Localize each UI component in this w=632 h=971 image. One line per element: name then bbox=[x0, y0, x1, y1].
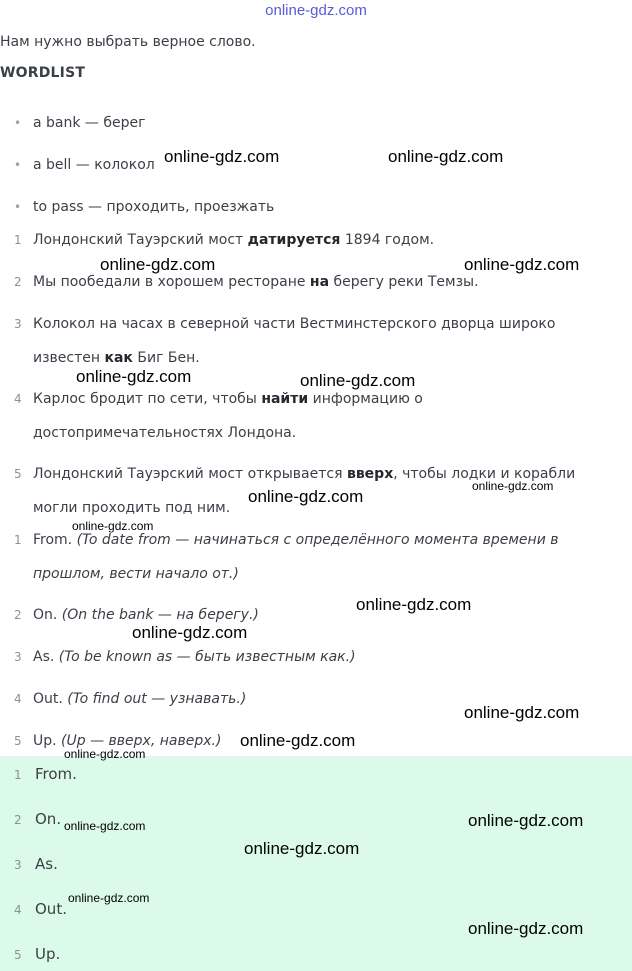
watermark: online-gdz.com bbox=[244, 839, 360, 858]
watermark: online-gdz.com bbox=[100, 255, 216, 274]
explanation-item: 4 Out. (To find out — узнавать.) bbox=[14, 691, 247, 707]
sentence-item: 5 Лондонский Тауэрский мост открывается вверх, чтобы лодки и корабли могли проходить под ним. bbox=[14, 466, 576, 516]
wordlist-item: • to pass — проходить, проезжать bbox=[14, 199, 275, 215]
watermark: online-gdz.com bbox=[76, 367, 192, 386]
watermark: online-gdz.com bbox=[64, 747, 146, 761]
watermark: online-gdz.com bbox=[468, 811, 584, 830]
watermark: online-gdz.com bbox=[68, 891, 150, 905]
watermark: online-gdz.com bbox=[64, 819, 146, 833]
watermark: online-gdz.com bbox=[464, 703, 580, 722]
answer-item: 5 Up. bbox=[14, 945, 61, 963]
answer-item: 2 On. bbox=[14, 810, 62, 828]
answer-item: 3 As. bbox=[14, 855, 58, 873]
explanation-item: 2 On. (On the bank — на берегу.) bbox=[14, 607, 259, 623]
explanation-item: 5 Up. (Up — вверх, наверх.) bbox=[14, 733, 222, 749]
explanation-item: 1 From. (To date from — начинаться с определённого момента времени в прошлом, вести начало от.) bbox=[14, 532, 559, 582]
site-header-link[interactable]: online-gdz.com bbox=[265, 2, 367, 19]
wordlist-item: • a bell — колокол bbox=[14, 157, 155, 173]
wordlist-heading: WORDLIST bbox=[0, 65, 86, 81]
sentence-item: 3 Колокол на часах в северной части Вестминстерского дворца широко известен как Биг Бен. bbox=[14, 316, 556, 366]
wordlist-item: • a bank — берег bbox=[14, 115, 146, 131]
watermark: online-gdz.com bbox=[388, 147, 504, 166]
watermark: online-gdz.com bbox=[164, 147, 280, 166]
answer-item: 4 Out. bbox=[14, 900, 67, 918]
watermark: online-gdz.com bbox=[472, 479, 554, 493]
watermark: online-gdz.com bbox=[468, 919, 584, 938]
answer-item: 1 From. bbox=[14, 765, 77, 783]
watermark: online-gdz.com bbox=[132, 623, 248, 642]
watermark: online-gdz.com bbox=[248, 487, 364, 506]
sentence-item: 2 Мы пообедали в хорошем ресторане на берегу реки Темзы. bbox=[14, 274, 479, 290]
watermark: online-gdz.com bbox=[300, 371, 416, 390]
bullet-icon: • bbox=[14, 200, 22, 214]
sentence-item: 4 Карлос бродит по сети, чтобы найти информацию о достопримечательностях Лондона. bbox=[14, 391, 423, 441]
intro-text: Нам нужно выбрать верное слово. bbox=[0, 34, 256, 50]
bullet-icon: • bbox=[14, 116, 22, 130]
explanation-item: 3 As. (To be known as — быть известным как.) bbox=[14, 649, 356, 665]
watermark: online-gdz.com bbox=[72, 519, 154, 533]
watermark: online-gdz.com bbox=[240, 731, 356, 750]
watermark: online-gdz.com bbox=[464, 255, 580, 274]
sentence-item: 1 Лондонский Тауэрский мост датируется 1894 годом. bbox=[14, 232, 435, 248]
watermark: online-gdz.com bbox=[356, 595, 472, 614]
bullet-icon: • bbox=[14, 158, 22, 172]
